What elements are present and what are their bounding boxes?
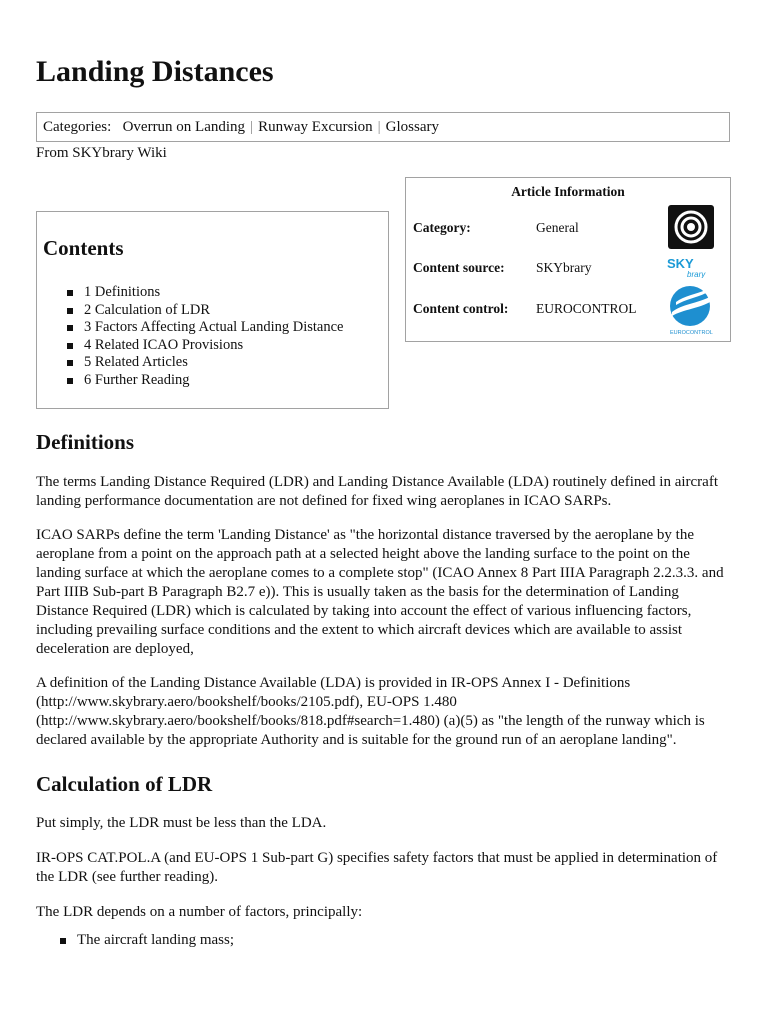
paragraph: Put simply, the LDR must be less than the LDA.: [36, 815, 327, 831]
section-heading-definitions: Definitions: [36, 430, 135, 454]
category-separator: |: [377, 119, 381, 135]
source-line: From SKYbrary Wiki: [36, 145, 167, 161]
factor-list: [36, 931, 734, 950]
section-heading-calculation: Calculation of LDR: [36, 772, 213, 796]
table-of-contents: [36, 211, 389, 409]
category-separator: |: [250, 119, 254, 135]
info-value: General: [536, 220, 579, 235]
info-key: Content control:: [413, 301, 509, 316]
toc-list: [67, 284, 343, 390]
toc-item-related-articles[interactable]: 5 Related Articles: [67, 354, 343, 372]
toc-title: Contents: [43, 236, 124, 260]
eurocontrol-logo-icon: [666, 282, 718, 338]
category-link-runway-excursion[interactable]: Runway Excursion: [258, 119, 373, 135]
info-box-title: Article Information: [511, 184, 625, 199]
page-title: Landing Distances: [36, 55, 274, 88]
paragraph: A definition of the Landing Distance Available (LDA) is provided in IR-OPS Annex I - Definitions (http://www.skybrary.aero/bookshelf/books/2105.pdf), EU-OPS 1.480 (http://www.skybrary.aero/bookshelf/books/818.pdf#search=1.480) (a)(5) as "the length of the runway which is declared available by the appropriate Authority and is suitable for the ground run of an aeroplane landing".: [36, 675, 705, 748]
skybrary-logo-brary: brary: [687, 270, 706, 278]
categories-label: Categories:: [43, 119, 112, 135]
eurocontrol-logo-text: EUROCONTROL: [670, 330, 713, 336]
categories-bar: [36, 112, 730, 142]
skybrary-logo-sky: SKY: [667, 256, 694, 271]
paragraph: ICAO SARPs define the term 'Landing Distance' as "the horizontal distance traversed by the aeroplane by the aeroplane from a point on the approach path at a selected height above the landing surface to the point on the landing surface at which the aeroplane comes to a complete stop" (ICAO Annex 8 Part IIIA Paragraph 2.2.3.3. and Part IIIB Sub-part B Paragraph B2.7 e)). This is usually taken as the basis for the determination of Landing Distance Required (LDR) which is calculated by taking into account the effect of various influencing factors, including prevailing surface conditions and the extent to which aircraft devices which are available to assist deceleration are deployed,: [36, 527, 724, 657]
category-link-glossary[interactable]: Glossary: [385, 119, 439, 135]
paragraph: The LDR depends on a number of factors, principally:: [36, 904, 363, 920]
info-key: Category:: [413, 220, 471, 235]
skybrary-logo-icon: [665, 256, 719, 278]
toc-item-definitions[interactable]: 1 Definitions: [67, 284, 343, 302]
paragraph: The terms Landing Distance Required (LDR) and Landing Distance Available (LDA) routinely defined in aircraft landing performance documentation are not defined for fixed wing aeroplanes in ICAO SARPs.: [36, 474, 718, 509]
article-body: [36, 424, 734, 950]
toc-item-icao-provisions[interactable]: 4 Related ICAO Provisions: [67, 337, 343, 355]
toc-item-further-reading[interactable]: 6 Further Reading: [67, 372, 343, 390]
toc-item-calculation-of-ldr[interactable]: 2 Calculation of LDR: [67, 302, 343, 320]
info-key: Content source:: [413, 260, 505, 275]
general-category-logo-icon: [667, 204, 715, 250]
info-value: SKYbrary: [536, 260, 592, 275]
info-value: EUROCONTROL: [536, 301, 637, 316]
paragraph: IR-OPS CAT.POL.A (and EU-OPS 1 Sub-part G) specifies safety factors that must be applied in determination of the LDR (see further reading).: [36, 850, 718, 885]
list-item: The aircraft landing mass;: [60, 931, 734, 950]
category-link-overrun[interactable]: Overrun on Landing: [122, 119, 246, 135]
article-info-box: [405, 177, 731, 342]
toc-item-factors-affecting[interactable]: 3 Factors Affecting Actual Landing Distance: [67, 319, 343, 337]
